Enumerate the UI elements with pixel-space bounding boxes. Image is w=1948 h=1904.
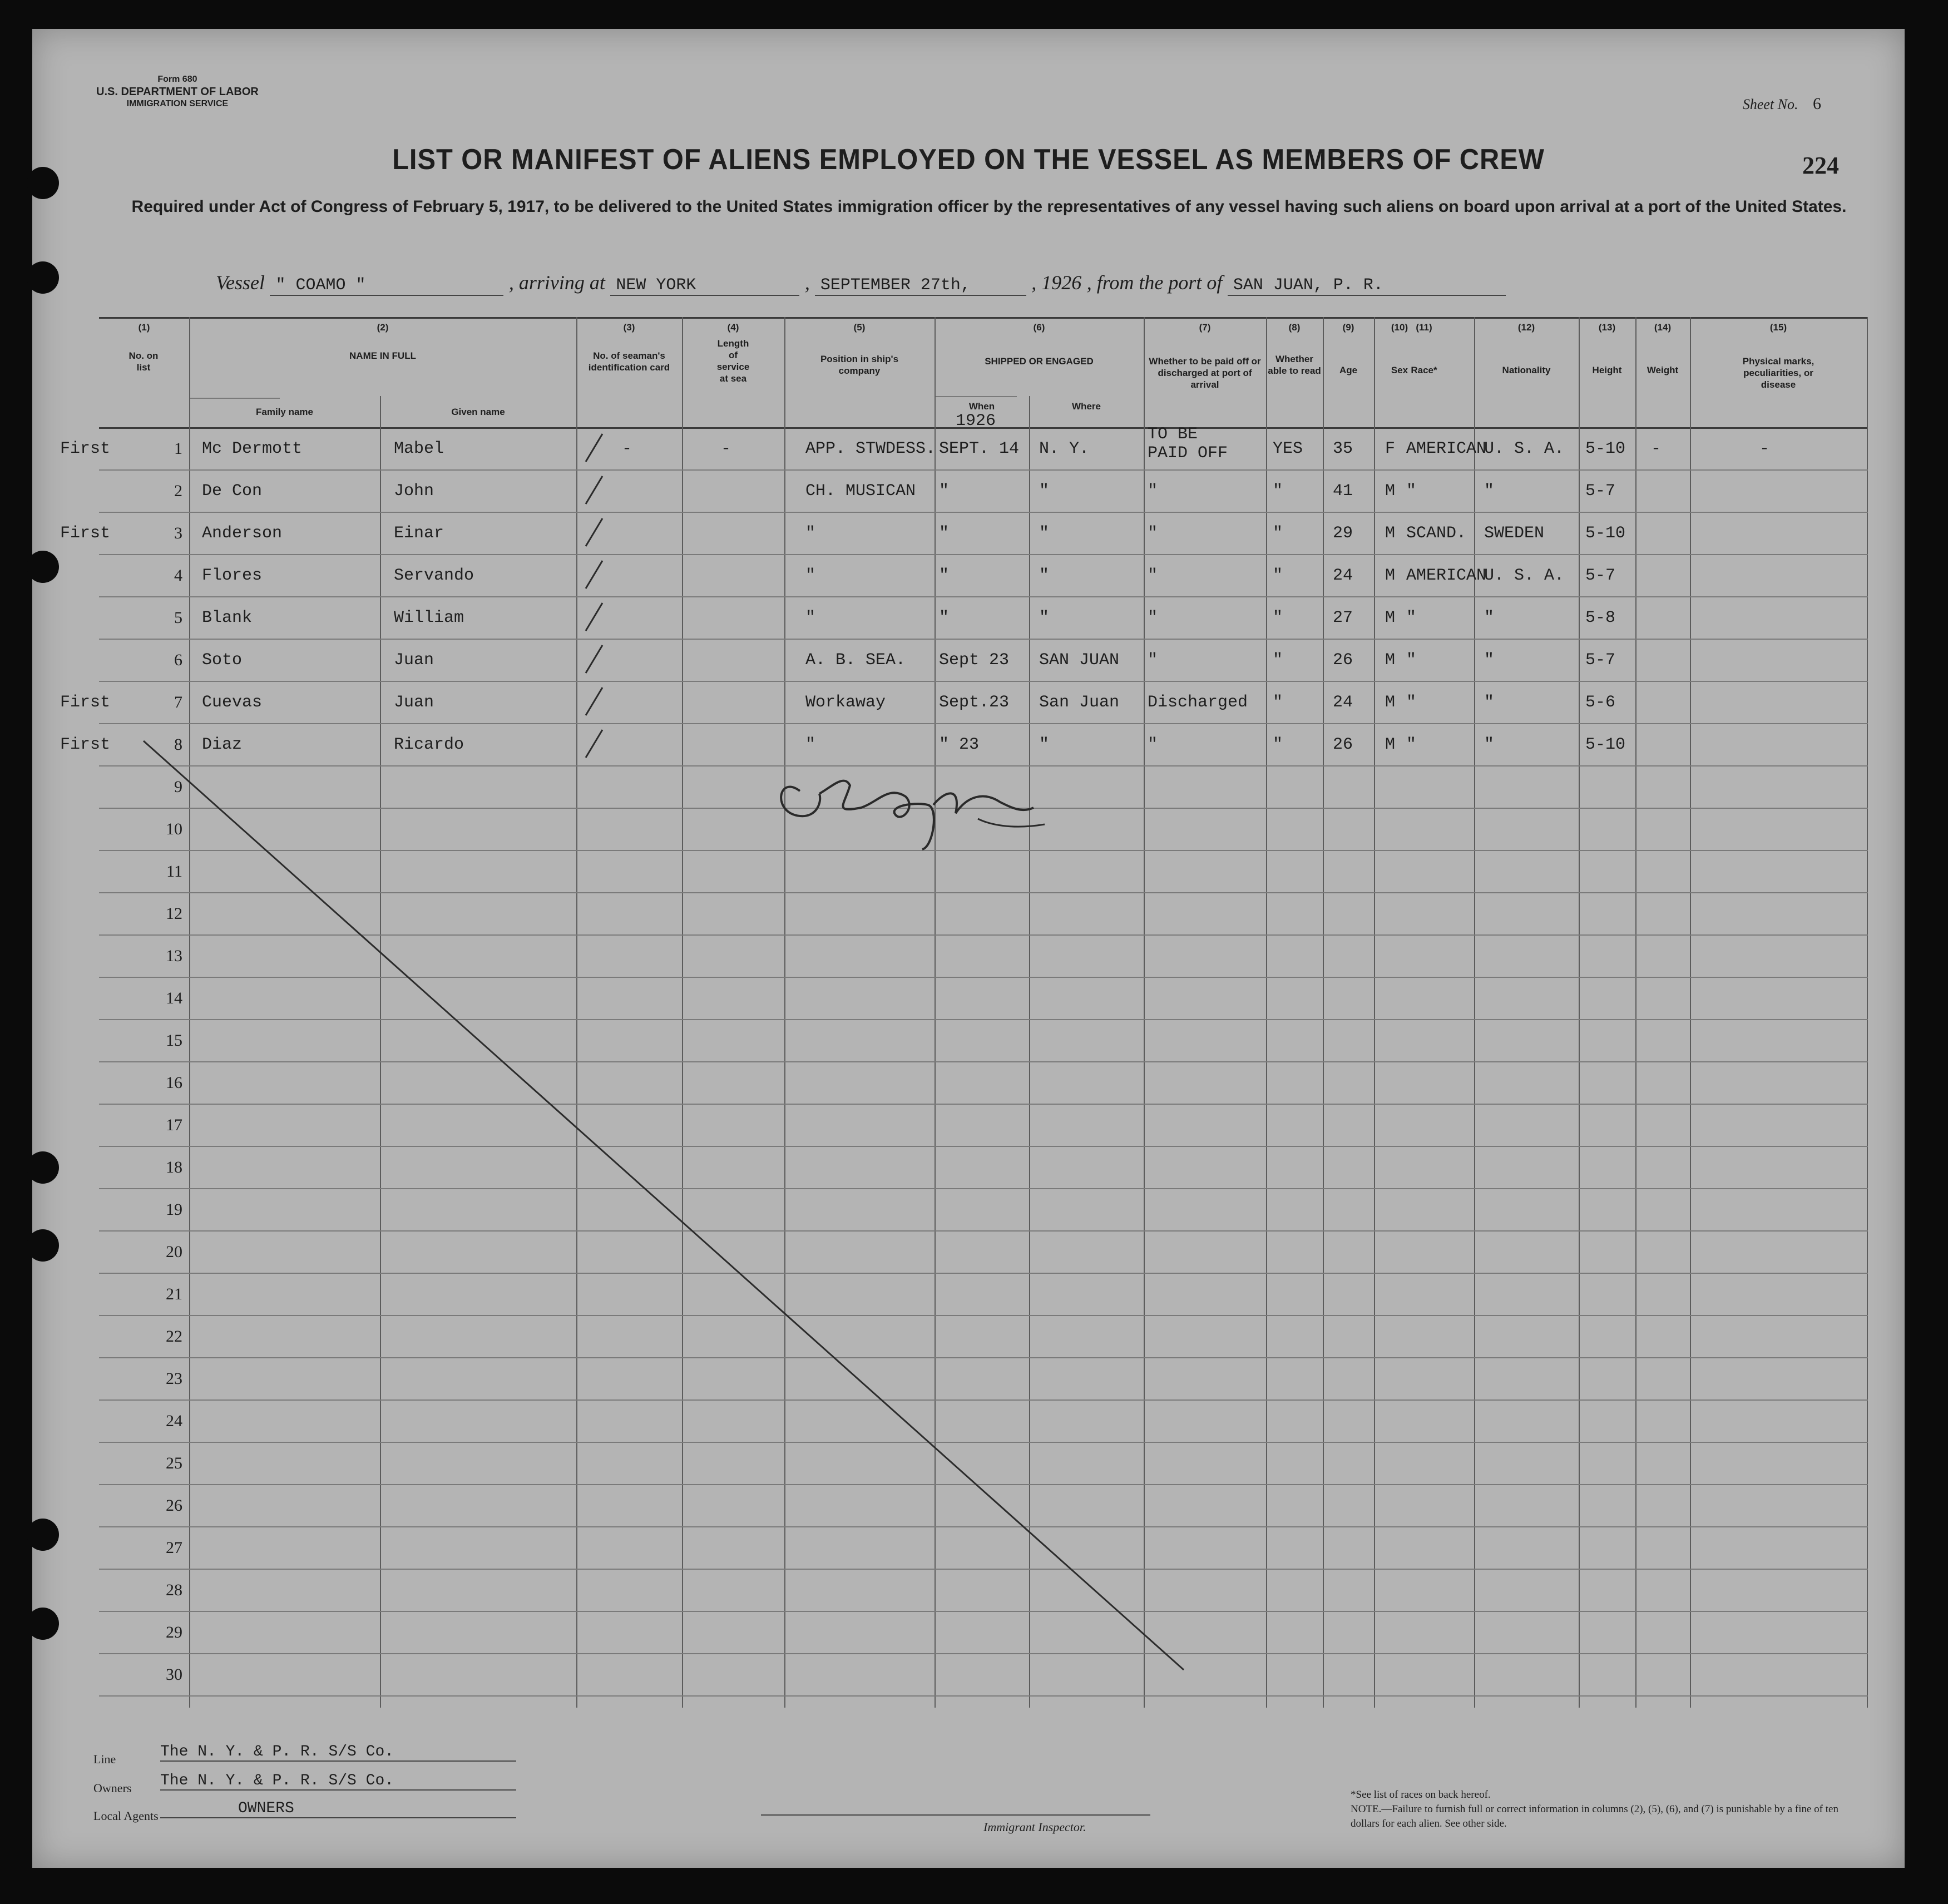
col8-header: (8) Whether able to read — [1268, 322, 1321, 376]
cell-given: John — [394, 482, 434, 501]
col14-header: (14) Weight — [1647, 322, 1679, 375]
cell-when: " — [939, 524, 950, 543]
arrival-year: 26 — [1061, 271, 1082, 294]
cell-height: 5-7 — [1585, 566, 1616, 585]
cell-paid: " — [1148, 609, 1158, 627]
cell-position: CH. MUSICAN — [805, 482, 916, 501]
row-number: 12 — [166, 904, 182, 923]
row-number: 21 — [166, 1285, 182, 1303]
cell-race: " — [1406, 482, 1417, 501]
cell-age: 27 — [1333, 609, 1353, 627]
cell-when: SEPT. 14 — [939, 439, 1020, 458]
cell-height: 5-10 — [1585, 735, 1626, 754]
cell-paid: " — [1148, 524, 1158, 543]
cell-paid: " — [1148, 651, 1158, 670]
cell-sex: M — [1385, 524, 1396, 543]
cell-where: " — [1039, 482, 1050, 501]
cell-given: William — [394, 609, 464, 627]
cell-read: " — [1273, 735, 1283, 754]
cell-paid: " — [1148, 735, 1158, 754]
cell-paid: TO BE PAID OFF — [1148, 425, 1228, 463]
cell-age: 24 — [1333, 693, 1353, 712]
cell-race: " — [1406, 651, 1417, 670]
sheet-label: Sheet No. — [1742, 96, 1798, 112]
cell-when: " 23 — [939, 735, 980, 754]
row-number: 20 — [166, 1243, 182, 1261]
cell-read: " — [1273, 524, 1283, 543]
vessel-line: Vessel " COAMO " , arriving at NEW YORK , SEPTEMBER 27th, , 1926 , from the port of SAN JUAN, P. R. — [216, 271, 1506, 296]
cancel-line — [32, 29, 1905, 1868]
arriving-label: , arriving at — [508, 271, 605, 294]
cell-family: Cuevas — [202, 693, 263, 712]
where-header: Where — [1072, 401, 1101, 412]
from-label: , from the port of — [1086, 271, 1223, 294]
arrival-date: SEPTEMBER 27th, — [815, 276, 1026, 296]
row-number: 28 — [166, 1581, 182, 1599]
col1-header: (1) No. on list — [128, 322, 159, 373]
col15-header: (15) Physical marks, peculiarities, or disease — [1742, 322, 1814, 390]
cell-age: 41 — [1333, 482, 1353, 501]
cell-when: Sept.23 — [939, 693, 1010, 712]
row-number: 23 — [166, 1369, 182, 1388]
cell-nationality: " — [1484, 735, 1495, 754]
row-number: 9 — [174, 778, 182, 796]
cell-family: Anderson — [202, 524, 283, 543]
cell-family: Mc Dermott — [202, 439, 303, 458]
cell-race: AMERICAN — [1406, 566, 1487, 585]
cell-position: " — [805, 609, 816, 627]
cell-race: " — [1406, 609, 1417, 627]
cell-age: 26 — [1333, 735, 1353, 754]
cell-marks: - — [1759, 439, 1770, 458]
cell-position: APP. STWDESS. — [805, 439, 936, 458]
cell-height: 5-6 — [1585, 693, 1616, 712]
inspector-label: Immigrant Inspector. — [983, 1820, 1086, 1834]
row-number: 8 — [174, 735, 182, 754]
agents-value: OWNERS — [160, 1800, 516, 1818]
row-number: 25 — [166, 1454, 182, 1472]
cell-where: " — [1039, 566, 1050, 585]
cell-when: Sept 23 — [939, 651, 1010, 670]
col10-header: (10) Sex — [1391, 322, 1408, 375]
col4-header: (4) Length of service at sea — [716, 322, 750, 384]
cell-position: A. B. SEA. — [805, 651, 906, 670]
races-note: *See list of races on back hereof. — [1351, 1789, 1491, 1801]
page-title: LIST OR MANIFEST OF ALIENS EMPLOYED ON THE VESSEL AS MEMBERS OF CREW — [392, 144, 1545, 176]
col3-header: (3) No. of seaman's identification card — [588, 322, 670, 373]
service-name: IMMIGRATION SERVICE — [126, 99, 229, 108]
cell-when: " — [939, 566, 950, 585]
row-number: 3 — [174, 524, 182, 542]
page-subtitle: Required under Act of Congress of February 5, 1917, to be delivered to the United States immigration officer by the representatives of any vessel having such aliens on board upon arrival at a port of the United States. — [131, 197, 1847, 216]
col6-header: (6) SHIPPED OR ENGAGED — [985, 322, 1094, 367]
cell-sex: F — [1385, 439, 1396, 458]
cell-nationality: " — [1484, 693, 1495, 712]
cell-family: Blank — [202, 609, 253, 627]
cell-where: N. Y. — [1039, 439, 1090, 458]
cell-sex: M — [1385, 693, 1396, 712]
cell-age: 35 — [1333, 439, 1353, 458]
col5-header: (5) Position in ship's company — [820, 322, 899, 376]
cell-service: - — [721, 439, 731, 458]
cell-paid: Discharged — [1148, 693, 1248, 712]
cell-family: Flores — [202, 566, 263, 585]
cell-nationality: " — [1484, 609, 1495, 627]
given-name-header: Given name — [451, 407, 505, 417]
line-label: Line — [93, 1752, 116, 1766]
cell-read: " — [1273, 566, 1283, 585]
margin-note: First — [60, 439, 111, 458]
owners-label: Owners — [93, 1781, 132, 1795]
cell-where: San Juan — [1039, 693, 1120, 712]
cell-position: " — [805, 735, 816, 754]
row-number: 17 — [166, 1116, 182, 1134]
vessel-label: Vessel — [216, 271, 265, 294]
departure-port: SAN JUAN, P. R. — [1228, 276, 1506, 296]
cell-given: Mabel — [394, 439, 444, 458]
cell-family: De Con — [202, 482, 263, 501]
cell-race: " — [1406, 735, 1417, 754]
col13-header: (13) Height — [1592, 322, 1622, 375]
cell-family: Diaz — [202, 735, 243, 754]
col11-header: (11) Race* — [1411, 322, 1437, 375]
punch-hole — [27, 1151, 59, 1184]
cell-read: " — [1273, 482, 1283, 501]
row-number: 11 — [166, 862, 182, 881]
row-number: 27 — [166, 1539, 182, 1557]
punch-hole — [27, 1608, 59, 1640]
row-number: 13 — [166, 947, 182, 965]
row-number: 15 — [166, 1031, 182, 1050]
row-number: 24 — [166, 1412, 182, 1430]
row-number: 10 — [166, 820, 182, 838]
cell-nationality: SWEDEN — [1484, 524, 1545, 543]
row-number: 7 — [174, 693, 182, 711]
cell-nationality: U. S. A. — [1484, 439, 1565, 458]
cell-when: " — [939, 609, 950, 627]
row-number: 14 — [166, 989, 182, 1007]
department-name: U.S. DEPARTMENT OF LABOR — [96, 86, 259, 98]
cell-paid: " — [1148, 566, 1158, 585]
row-number: 30 — [166, 1665, 182, 1684]
row-number: 4 — [174, 566, 182, 585]
cell-sex: M — [1385, 609, 1396, 627]
col7-header: (7) Whether to be paid off or discharged at port of arrival — [1149, 322, 1261, 390]
cell-read: " — [1273, 609, 1283, 627]
cell-where: " — [1039, 524, 1050, 543]
cell-family: Soto — [202, 651, 243, 670]
row-number: 22 — [166, 1327, 182, 1346]
punch-hole — [27, 1519, 59, 1551]
family-name-header: Family name — [256, 407, 313, 417]
shipped-year: 1926 — [956, 412, 996, 431]
cell-sex: M — [1385, 482, 1396, 501]
cell-given: Einar — [394, 524, 444, 543]
row-number: 5 — [174, 609, 182, 627]
when-header: When — [968, 401, 995, 412]
margin-note: First — [60, 693, 111, 712]
col9-header: (9) Age — [1339, 322, 1358, 375]
line-value: The N. Y. & P. R. S/S Co. — [160, 1743, 516, 1762]
owners-value: The N. Y. & P. R. S/S Co. — [160, 1772, 516, 1791]
row-number: 18 — [166, 1158, 182, 1176]
cell-given: Servando — [394, 566, 474, 585]
cell-given: Juan — [394, 651, 434, 670]
punch-hole — [27, 1229, 59, 1262]
cell-height: 5-7 — [1585, 482, 1616, 501]
cell-read: YES — [1273, 439, 1303, 458]
cell-sex: M — [1385, 651, 1396, 670]
cell-race: " — [1406, 693, 1417, 712]
punch-hole — [27, 551, 59, 583]
penalty-note: NOTE.—Failure to furnish full or correct information in columns (2), (5), (6), and (7) is punishable by a fine of ten dollars for each alien. See other side. — [1351, 1803, 1838, 1829]
cell-race: AMERICAN — [1406, 439, 1487, 458]
arrival-port: NEW YORK — [610, 276, 799, 296]
cell-card: - — [622, 439, 632, 458]
row-number: 1 — [174, 439, 182, 458]
punch-hole — [27, 261, 59, 294]
year-prefix: , 19 — [1031, 271, 1062, 294]
cell-age: 29 — [1333, 524, 1353, 543]
cell-nationality: " — [1484, 651, 1495, 670]
cell-sex: M — [1385, 735, 1396, 754]
punch-hole — [27, 167, 59, 199]
cell-nationality: " — [1484, 482, 1495, 501]
col2-header: (2) NAME IN FULL — [349, 322, 416, 361]
margin-note: First — [60, 524, 111, 543]
cell-given: Ricardo — [394, 735, 464, 754]
cell-nationality: U. S. A. — [1484, 566, 1565, 585]
col12-header: (12) Nationality — [1502, 322, 1551, 375]
agents-label: Local Agents — [93, 1809, 159, 1823]
sheet-value: 6 — [1813, 95, 1821, 113]
cell-position: " — [805, 566, 816, 585]
row-number: 6 — [174, 651, 182, 669]
row-number: 16 — [166, 1074, 182, 1092]
cell-paid: " — [1148, 482, 1158, 501]
cell-height: 5-7 — [1585, 651, 1616, 670]
row-number: 29 — [166, 1623, 182, 1641]
cell-where: SAN JUAN — [1039, 651, 1120, 670]
cell-position: Workaway — [805, 693, 886, 712]
cell-race: SCAND. — [1406, 524, 1467, 543]
cell-position: " — [805, 524, 816, 543]
margin-note: First — [60, 735, 111, 754]
row-number: 26 — [166, 1496, 182, 1515]
cell-weight: - — [1651, 439, 1662, 458]
cell-where: " — [1039, 609, 1050, 627]
vessel-name: " COAMO " — [270, 276, 503, 296]
cell-where: " — [1039, 735, 1050, 754]
cell-sex: M — [1385, 566, 1396, 585]
cell-when: " — [939, 482, 950, 501]
row-number: 19 — [166, 1200, 182, 1219]
manifest-sheet — [32, 29, 1905, 1868]
cell-read: " — [1273, 693, 1283, 712]
cell-read: " — [1273, 651, 1283, 670]
row-number: 2 — [174, 482, 182, 500]
cell-age: 26 — [1333, 651, 1353, 670]
cell-age: 24 — [1333, 566, 1353, 585]
cell-height: 5-8 — [1585, 609, 1616, 627]
cell-height: 5-10 — [1585, 524, 1626, 543]
page-number: 224 — [1802, 152, 1839, 179]
cell-height: 5-10 — [1585, 439, 1626, 458]
cell-given: Juan — [394, 693, 434, 712]
form-number: Form 680 — [157, 75, 197, 84]
